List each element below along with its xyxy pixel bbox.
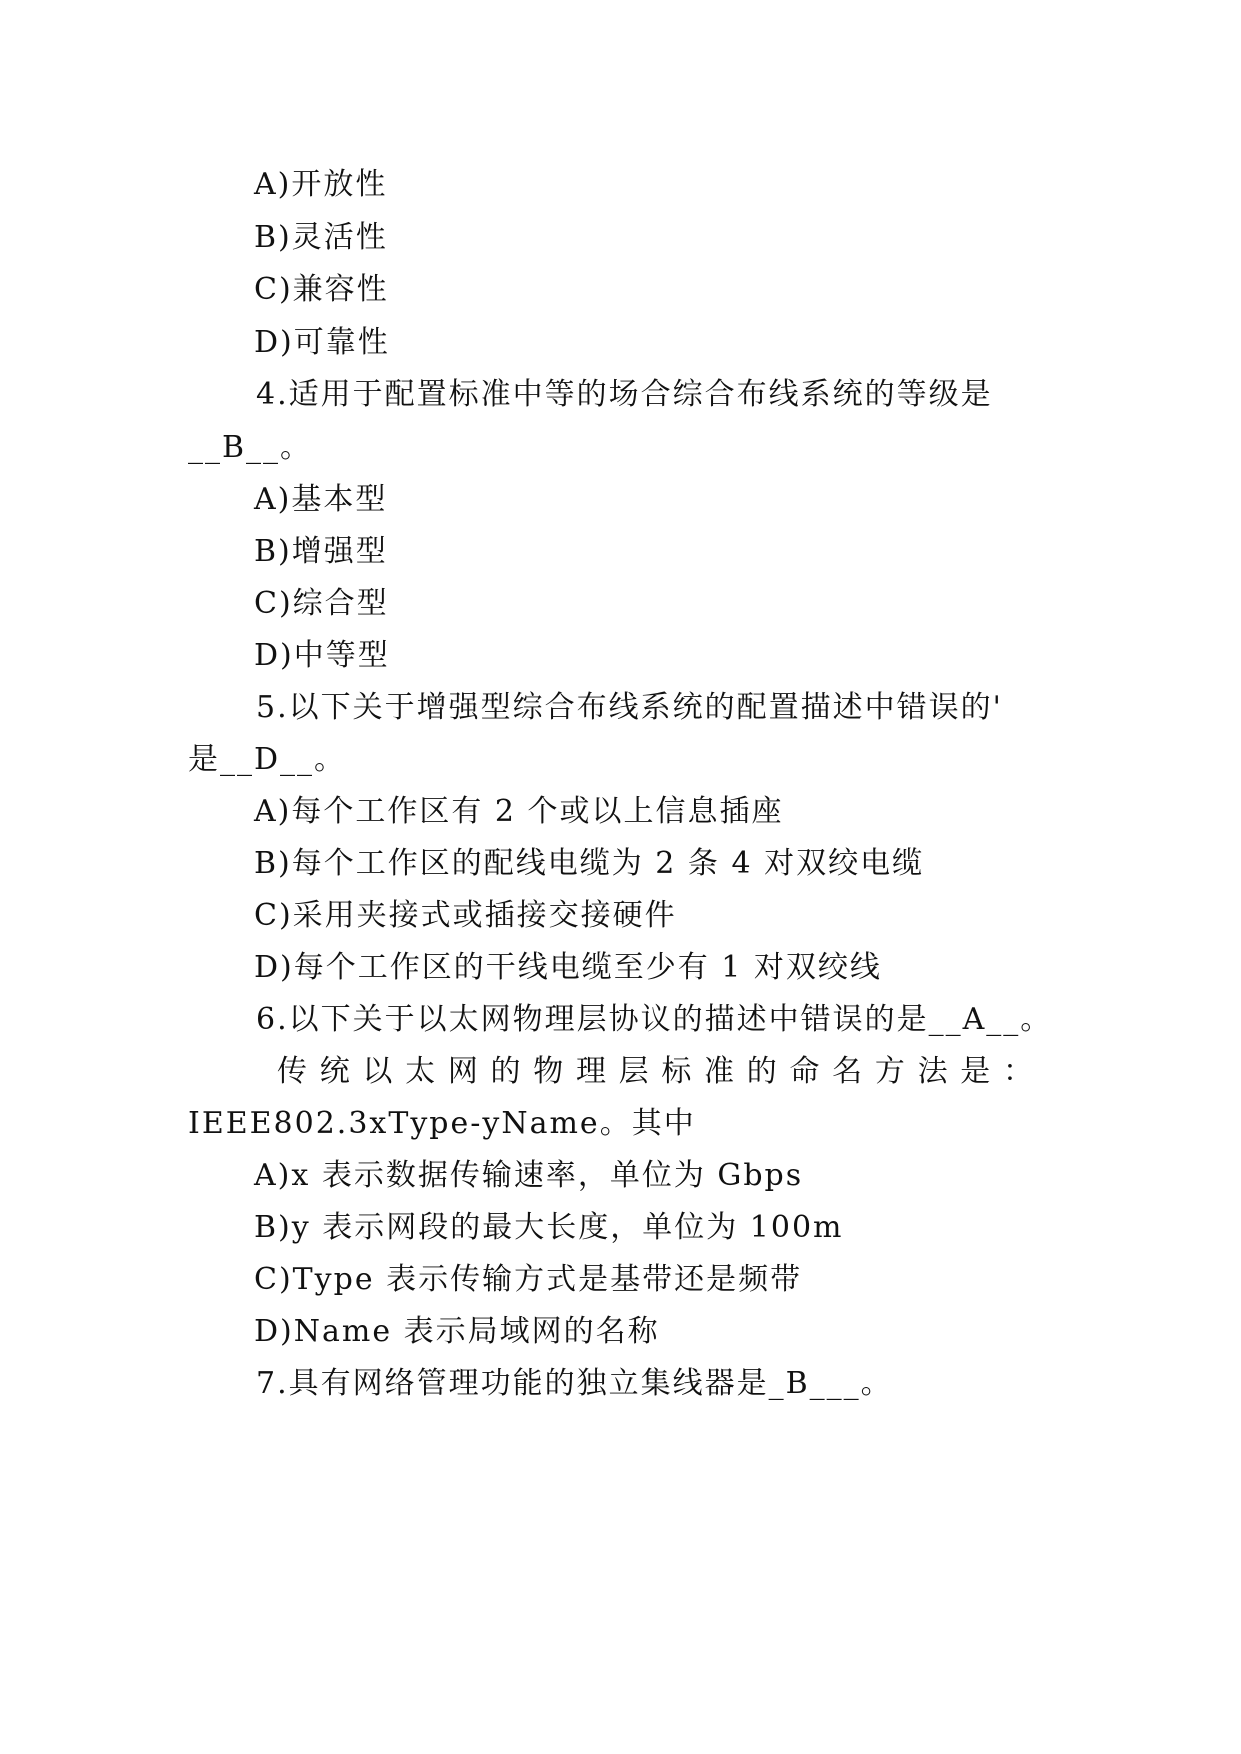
option-c-text: C)采用夹接式或插接交接硬件	[254, 898, 677, 933]
question-4-answer: __B__。	[188, 430, 313, 465]
question-5-answer: 是__D__。	[188, 742, 347, 777]
option-b-text: B)每个工作区的配线电缆为 2 条 4 对双绞电缆	[254, 846, 925, 881]
option-c-text: C)综合型	[254, 586, 389, 621]
question-5-text: 5.以下关于增强型综合布线系统的配置描述中错误的'	[256, 690, 1003, 725]
question-6-context-continued: IEEE802.3xType-yName。其中	[188, 1106, 696, 1141]
question-4-text: 4.适用于配置标准中等的场合综合布线系统的等级是	[256, 377, 993, 412]
option-a-text: A)基本型	[254, 482, 388, 517]
option-d-text: D)可靠性	[254, 325, 390, 360]
option-d-text: D)每个工作区的干线电缆至少有 1 对双绞线	[254, 950, 882, 985]
question-6-context-text: 传统以太网的物理层标准的命名方法是：	[277, 1054, 1033, 1089]
option-d-text: D)中等型	[254, 638, 390, 673]
question-6-text: 6.以下关于以太网物理层协议的描述中错误的是__A__。	[256, 1002, 1053, 1037]
option-c-text: C)Type 表示传输方式是基带还是频带	[254, 1262, 803, 1297]
question-7-text: 7.具有网络管理功能的独立集线器是_B___。	[256, 1366, 893, 1401]
option-b-text: B)增强型	[254, 534, 388, 569]
option-c-text: C)兼容性	[254, 272, 389, 307]
option-d-text: D)Name 表示局域网的名称	[254, 1314, 660, 1349]
option-a-text: A)x 表示数据传输速率，单位为 Gbps	[254, 1158, 804, 1193]
option-b-text: B)y 表示网段的最大长度，单位为 100m	[254, 1210, 844, 1245]
option-a-text: A)每个工作区有 2 个或以上信息插座	[254, 794, 784, 829]
option-a-text: A)开放性	[254, 167, 388, 202]
option-b-text: B)灵活性	[254, 220, 388, 255]
question-6-context	[188, 1052, 1033, 1092]
